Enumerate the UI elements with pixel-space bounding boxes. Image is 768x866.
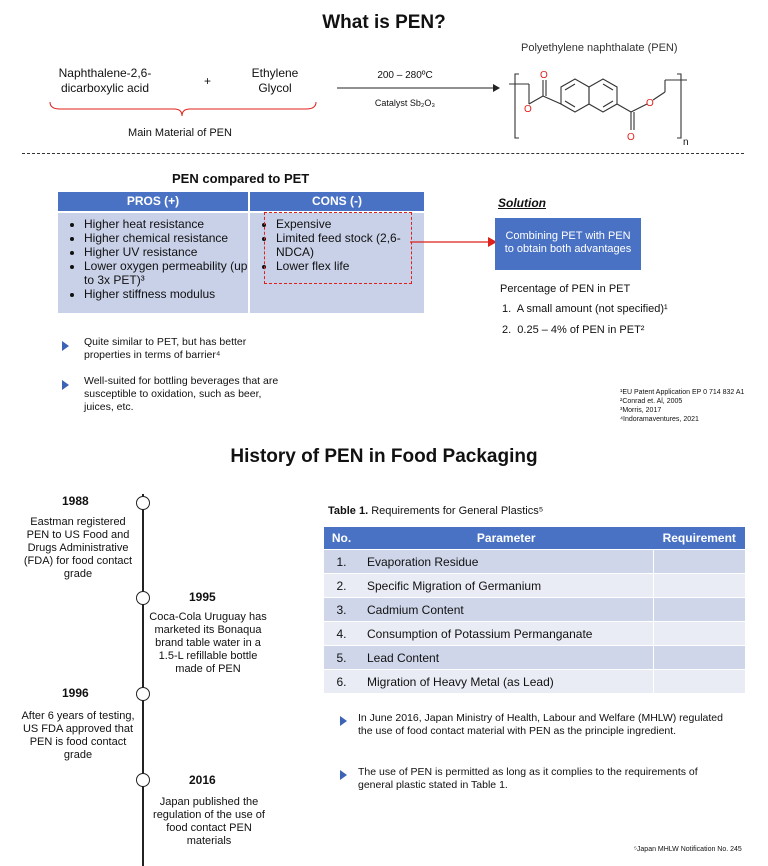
reactant-ethylene-glycol: Ethylene Glycol — [251, 66, 299, 95]
solution-heading: Solution — [498, 196, 546, 210]
note-compliance: The use of PEN is permitted as long as it complies to the requirements of general plastic stated in Table 1. — [358, 766, 698, 791]
table-row — [324, 646, 745, 670]
timeline-node — [136, 687, 150, 701]
event-text: Japan published the regulation of the use of food contact PEN materials — [153, 796, 265, 847]
svg-text:O: O — [627, 132, 635, 143]
svg-text:O: O — [540, 70, 548, 81]
cons-highlight-box — [264, 212, 412, 284]
timeline-node — [136, 496, 150, 510]
row-no: 4. — [324, 622, 359, 646]
cons-item: • Expensive — [276, 217, 424, 231]
reaction-condition-temp: 200 – 280ºC — [377, 70, 433, 81]
event-year: 1988 — [62, 494, 89, 508]
svg-text:O: O — [646, 98, 654, 109]
row-no: 5. — [324, 646, 359, 670]
percentage-heading: Percentage of PEN in PET — [500, 283, 631, 295]
percentage-item-number: 2. — [502, 324, 518, 336]
row-no: 1. — [324, 550, 359, 574]
section-divider — [22, 153, 744, 154]
reference-item: ⁴Indoramaventures, 2021 — [620, 416, 699, 423]
table-header-parameter: Parameter — [359, 527, 654, 550]
plus-sign: + — [204, 74, 212, 88]
cons-item: • Limited feed stock (2,6-NDCA) — [276, 231, 424, 259]
cons-header: CONS (-) — [250, 192, 424, 211]
row-requirement — [654, 646, 746, 670]
bullet-icon — [340, 770, 347, 780]
brace-label: Main Material of PEN — [128, 127, 232, 139]
table-row — [324, 598, 745, 622]
table-row — [324, 670, 745, 694]
row-parameter: Cadmium Content — [359, 598, 654, 622]
timeline-node — [136, 773, 150, 787]
reaction-catalyst: Catalyst Sb₂O₃ — [374, 98, 436, 108]
product-name: Polyethylene naphthalate (PEN) — [521, 42, 678, 54]
table-header-requirement: Requirement — [654, 527, 746, 550]
cons-item: • Lower flex life — [276, 259, 424, 273]
percentage-item-number: 1. — [502, 303, 517, 315]
reaction-arrow — [337, 83, 502, 93]
note-barrier: Quite similar to PET, but has better properties in terms of barrier⁴ — [84, 336, 247, 361]
cons-to-solution-arrow — [410, 236, 498, 248]
bullet-icon — [62, 380, 69, 390]
timeline-node — [136, 591, 150, 605]
reference-item: ³Morris, 2017 — [620, 407, 662, 414]
pros-item: • Higher UV resistance — [84, 245, 248, 259]
event-year: 2016 — [189, 773, 216, 787]
row-requirement — [654, 598, 746, 622]
pros-item: • Higher chemical resistance — [84, 231, 248, 245]
footnote: ⁵Japan MHLW Notification No. 245 — [634, 846, 742, 853]
table-row — [324, 550, 745, 574]
percentage-item-2 — [502, 324, 644, 336]
references — [620, 388, 744, 424]
requirements-table — [324, 527, 745, 693]
event-year: 1995 — [189, 590, 216, 604]
repeat-unit-n: n — [683, 137, 689, 148]
row-parameter: Specific Migration of Germanium — [359, 574, 654, 598]
row-parameter: Migration of Heavy Metal (as Lead) — [359, 670, 654, 694]
reactant-brace — [48, 100, 320, 120]
pen-compared-heading: PEN compared to PET — [172, 171, 310, 186]
table-row — [324, 574, 745, 598]
row-requirement — [654, 670, 746, 694]
pros-header: PROS (+) — [58, 192, 248, 211]
percentage-item-1 — [502, 303, 668, 315]
row-parameter: Lead Content — [359, 646, 654, 670]
event-text: After 6 years of testing, US FDA approved that PEN is food contact grade — [21, 710, 135, 761]
percentage-item-text: A small amount (not specified)¹ — [516, 303, 668, 315]
row-parameter: Evaporation Residue — [359, 550, 654, 574]
row-requirement — [654, 622, 746, 646]
reactant-naphthalene: Naphthalene-2,6- dicarboxylic acid — [58, 66, 152, 95]
pros-list — [58, 213, 248, 313]
svg-text:O: O — [524, 104, 532, 115]
row-no: 6. — [324, 670, 359, 694]
table1-caption-text: Requirements for General Plastics⁵ — [368, 505, 544, 517]
timeline-line — [142, 494, 144, 866]
pros-item: • Higher stiffness modulus — [84, 287, 248, 301]
row-parameter: Consumption of Potassium Permanganate — [359, 622, 654, 646]
percentage-item-text: 0.25 – 4% of PEN in PET² — [517, 324, 645, 336]
pros-item: • Higher heat resistance — [84, 217, 248, 231]
bullet-icon — [340, 716, 347, 726]
row-requirement — [654, 550, 746, 574]
note-mhlw-regulation: In June 2016, Japan Ministry of Health, Labour and Welfare (MHLW) regulated the use of food contact material with PEN as the principle ingredient. — [358, 712, 723, 737]
table1-caption-label: Table 1. — [328, 505, 369, 517]
event-text: Eastman registered PEN to US Food and Drugs Administrative (FDA) for food contact grade — [23, 516, 133, 580]
solution-box: Combining PET with PEN to obtain both advantages — [495, 218, 641, 270]
bullet-icon — [62, 341, 69, 351]
row-requirement — [654, 574, 746, 598]
row-no: 3. — [324, 598, 359, 622]
event-text: Coca-Cola Uruguay has marketed its Bonaqua brand table water in a 1.5-L refillable bottle made of PEN — [149, 611, 267, 675]
table1-caption — [328, 505, 543, 517]
table-row — [324, 622, 745, 646]
page-title: What is PEN? — [322, 12, 446, 33]
table-header-no: No. — [324, 527, 359, 550]
event-year: 1996 — [62, 686, 89, 700]
reference-item: ¹EU Patent Application EP 0 714 832 A1 — [620, 389, 745, 396]
pen-structure-diagram — [505, 60, 705, 150]
pros-item: • Lower oxygen permeability (up to 3x PET)³ — [84, 259, 248, 287]
history-title: History of PEN in Food Packaging — [230, 446, 538, 467]
row-no: 2. — [324, 574, 359, 598]
reference-item: ²Conrad et. Al, 2005 — [620, 398, 683, 405]
note-bottling: Well-suited for bottling beverages that are susceptible to oxidation, such as beer, juices, etc. — [84, 375, 279, 413]
